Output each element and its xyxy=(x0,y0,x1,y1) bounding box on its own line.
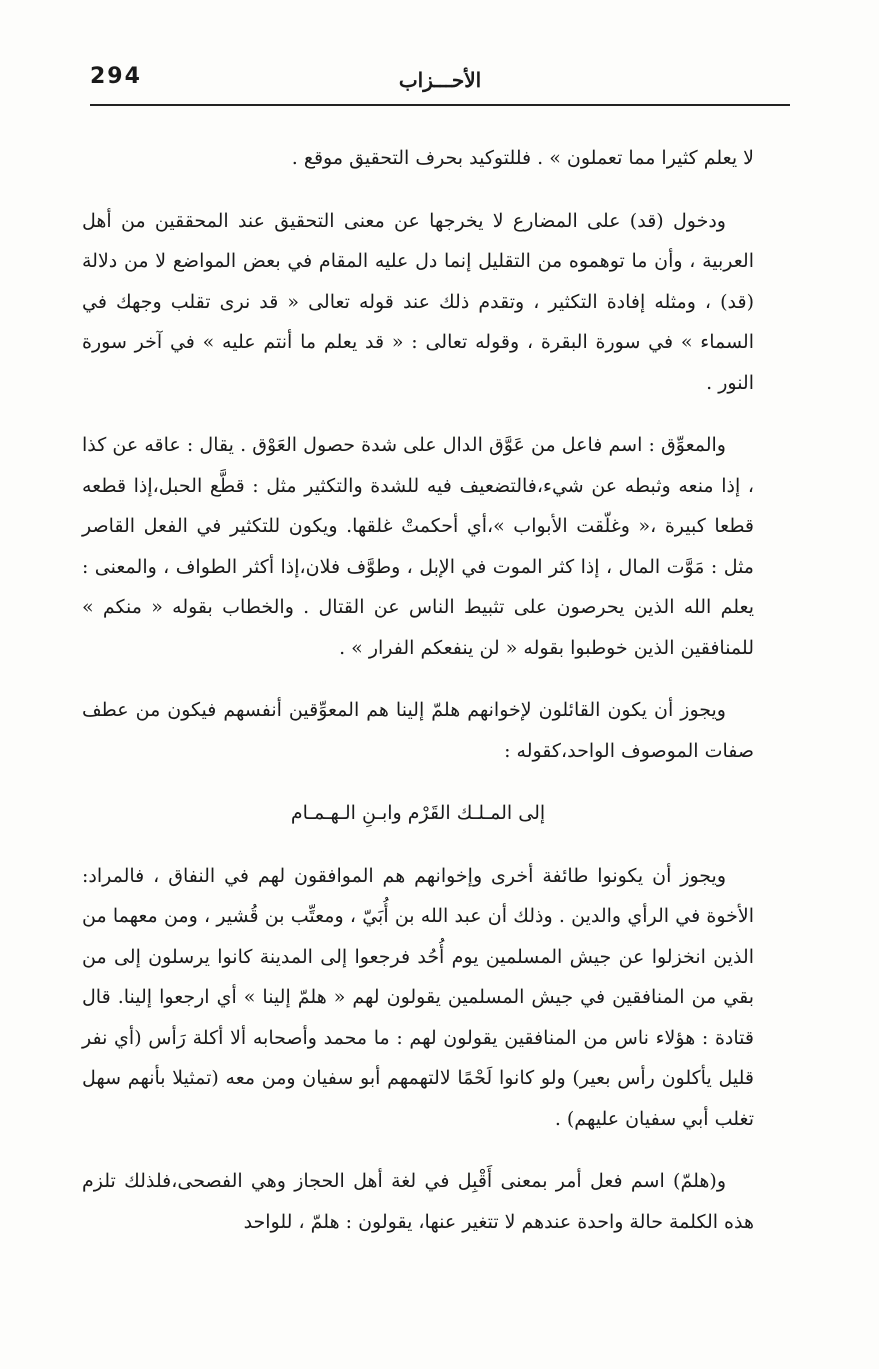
page-number: 294 xyxy=(90,64,142,89)
paragraph-3: والمعوِّق : اسم فاعل من عَوَّق الدال على شدة حصول العَوْق . يقال : عاقه عن كذا ، إذا منعه وثبطه عن شيء،فالتضعيف فيه للشدة والتكثير مثل : قطَّع الحبل،إذا قطعه قطعا كبيرة ،« وغلّقت الأبواب »،أي أحكمتْ غلقها. ويكون للتكثير في الفعل القاصر مثل : مَوَّت المال ، إذا كثر الموت في الإبل ، وطوَّف فلان،إذا أكثر الطواف ، والمعنى : يعلم الله الذين يحرصون على تثبيط الناس عن القتال . والخطاب بقوله « منكم » للمنافقين الذين خوطبوا بقوله « لن ينفعكم الفرار » . xyxy=(82,434,754,659)
paragraph-5: ويجوز أن يكونوا طائفة أخرى وإخوانهم هم الموافقون لهم في النفاق ، فالمراد: الأخوة في الرأي والدين . وذلك أن عبد الله بن أُبَيّ ، ومعتِّب بن قُشير ، ومن معهما من الذين انخزلوا عن جيش المسلمين يوم أُحُد فرجعوا إلى المدينة كانوا يرسلون إلى من بقي من المنافقين في جيش المسلمين يقولون لهم « هلمّ إلينا » أي ارجعوا إلينا. قال قتادة : هؤلاء ناس من المنافقين يقولون لهم : ما محمد وأصحابه ألا أكلة رَأس (أي نفر قليل يأكلون رأس بعير) ولو كانوا لَحْمًا لالتهمهم أبو سفيان ومن معه (تمثيلا بأنهم سهل تغلب أبي سفيان عليهم) . xyxy=(82,864,754,1130)
paragraph-6: و(هلمّ) اسم فعل أمر بمعنى أَقْبِل في لغة أهل الحجاز وهي الفصحى،فلذلك تلزم هذه الكلمة حالة واحدة عندهم لا تتغير عنها، يقولون : هلمّ ، للواحد xyxy=(82,1170,754,1233)
page-body xyxy=(82,138,754,1242)
paragraph-4: ويجوز أن يكون القائلون لإخوانهم هلمّ إلينا هم المعوِّقين أنفسهم فيكون من عطف صفات الموصوف الواحد،كقوله : xyxy=(82,699,754,762)
paragraph-2: ودخول (قد) على المضارع لا يخرجها عن معنى التحقيق عند المحققين من أهل العربية ، وأن ما توهموه من التقليل إنما دل عليه المقام في بعض المواضع لا من دلالة (قد) ، ومثله إفادة التكثير ، وتقدم ذلك عند قوله تعالى « قد نرى تقلب وجهك في السماء » في سورة البقرة ، وقوله تعالى : « قد يعلم ما أنتم عليه » في آخر سورة النور . xyxy=(82,209,754,394)
page-header xyxy=(90,60,790,106)
poetry-verse: إلى المـلـك القَرْم وابـنِ الـهـمـام xyxy=(290,802,546,824)
running-title: الأحـــزاب xyxy=(398,68,482,92)
paragraph-1: لا يعلم كثيرا مما تعملون » . فللتوكيد بحرف التحقيق موقع . xyxy=(291,147,754,169)
